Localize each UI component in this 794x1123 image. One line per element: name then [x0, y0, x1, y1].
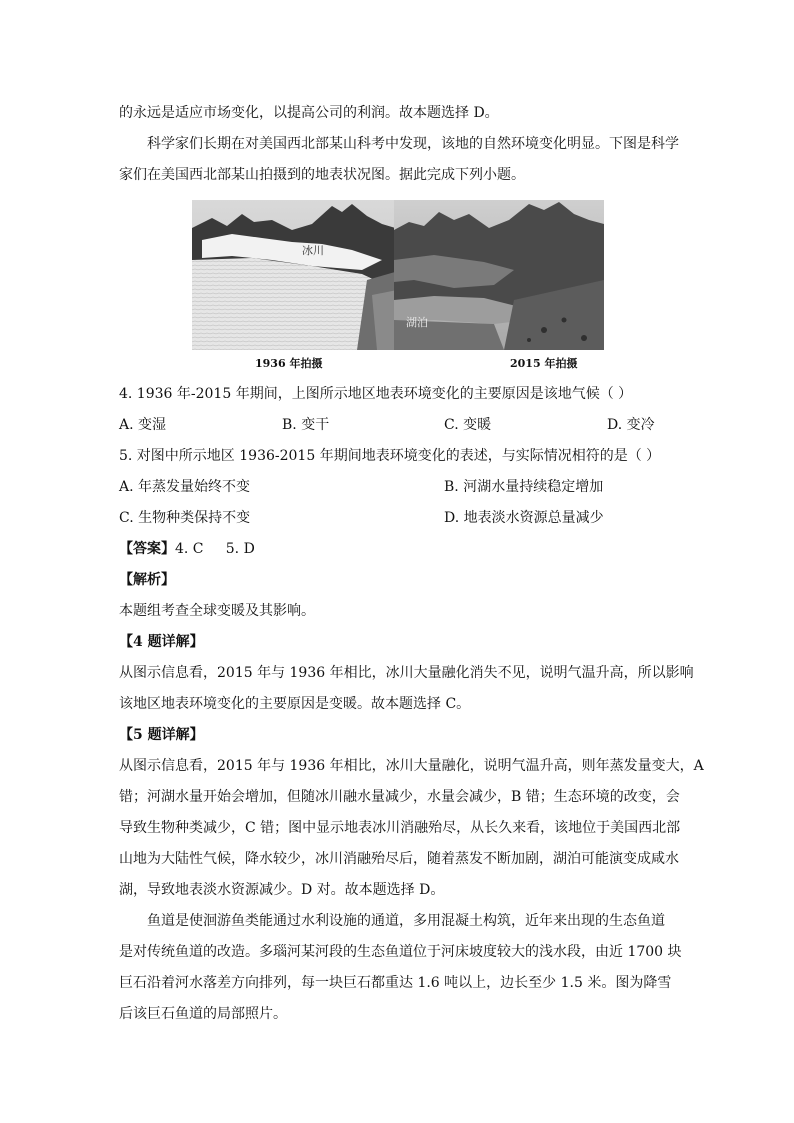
answer-label: 【答案】	[119, 541, 175, 557]
q5-option-a: A. 年蒸发量始终不变	[119, 479, 251, 495]
answer-line	[119, 539, 255, 559]
detail5-line-1: 从图示信息看，2015 年与 1936 年相比，冰川大量融化，说明气温升高，则年蒸发量变大，A	[119, 758, 704, 774]
q5-option-b: B. 河湖水量持续稳定增加	[444, 479, 604, 495]
q4-option-b: B. 变干	[282, 417, 330, 433]
detail4-label: 【4 题详解】	[119, 634, 204, 650]
fish-line-3: 巨石沿着河水落差方向排列，每一块巨石都重达 1.6 吨以上，边长至少 1.5 米。图为降雪	[119, 975, 672, 991]
q4-option-a: A. 变湿	[119, 417, 167, 433]
glacier-label: 冰川	[302, 244, 324, 257]
detail5-label: 【5 题详解】	[119, 727, 204, 743]
analysis-label: 【解析】	[119, 572, 175, 588]
fish-line-4: 后该巨石鱼道的局部照片。	[119, 1006, 287, 1022]
q4-option-c: C. 变暖	[444, 417, 492, 433]
detail5-line-2: 错；河湖水量开始会增加，但随冰川融水量减少，水量会减少，B 错；生态环境的改变，会	[119, 789, 680, 805]
q4-stem: 4. 1936 年-2015 年期间，上图所示地区地表环境变化的主要原因是该地气候（ ）	[119, 386, 633, 402]
q5-option-d: D. 地表淡水资源总量减少	[444, 510, 604, 526]
intro-line-1: 的永远是适应市场变化，以提高公司的利润。故本题选择 D。	[119, 105, 499, 121]
caption-1936: 1936 年拍摄	[255, 357, 323, 370]
intro-line-2: 科学家们长期在对美国西北部某山科考中发现，该地的自然环境变化明显。下图是科学	[147, 136, 679, 152]
detail5-line-3: 导致生物种类减少，C 错；图中显示地表冰川消融殆尽，从长久来看，该地位于美国西北部	[119, 820, 681, 836]
detail5-line-5: 湖，导致地表淡水资源减少。D 对。故本题选择 D。	[119, 882, 445, 898]
photo-2015-lake	[394, 200, 604, 350]
fish-line-1: 鱼道是使洄游鱼类能通过水利设施的通道，多用混凝土构筑，近年来出现的生态鱼道	[147, 913, 665, 929]
detail5-line-4: 山地为大陆性气候，降水较少，冰川消融殆尽后，随着蒸发不断加剧，湖泊可能演变成咸水	[119, 851, 679, 867]
caption-2015: 2015 年拍摄	[510, 357, 578, 370]
q5-stem: 5. 对图中所示地区 1936-2015 年期间地表环境变化的表述，与实际情况相符的是（ ）	[119, 448, 661, 464]
detail4-line-2: 该地区地表环境变化的主要原因是变暖。故本题选择 C。	[119, 696, 471, 712]
q5-option-c: C. 生物种类保持不变	[119, 510, 251, 526]
intro-line-3: 家们在美国西北部某山拍摄到的地表状况图。据此完成下列小题。	[119, 167, 525, 183]
fish-line-2: 是对传统鱼道的改造。多瑙河某河段的生态鱼道位于河床坡度较大的浅水段，由近 1700 块	[119, 944, 682, 960]
detail4-line-1: 从图示信息看，2015 年与 1936 年相比，冰川大量融化消失不见，说明气温升高，所以影响	[119, 665, 694, 681]
q4-option-d: D. 变冷	[607, 417, 655, 433]
photo-1936-glacier	[192, 200, 402, 350]
analysis-text: 本题组考查全球变暖及其影响。	[119, 603, 315, 619]
lake-label: 湖泊	[406, 316, 428, 329]
answer-value: 4. C 5. D	[175, 541, 255, 557]
